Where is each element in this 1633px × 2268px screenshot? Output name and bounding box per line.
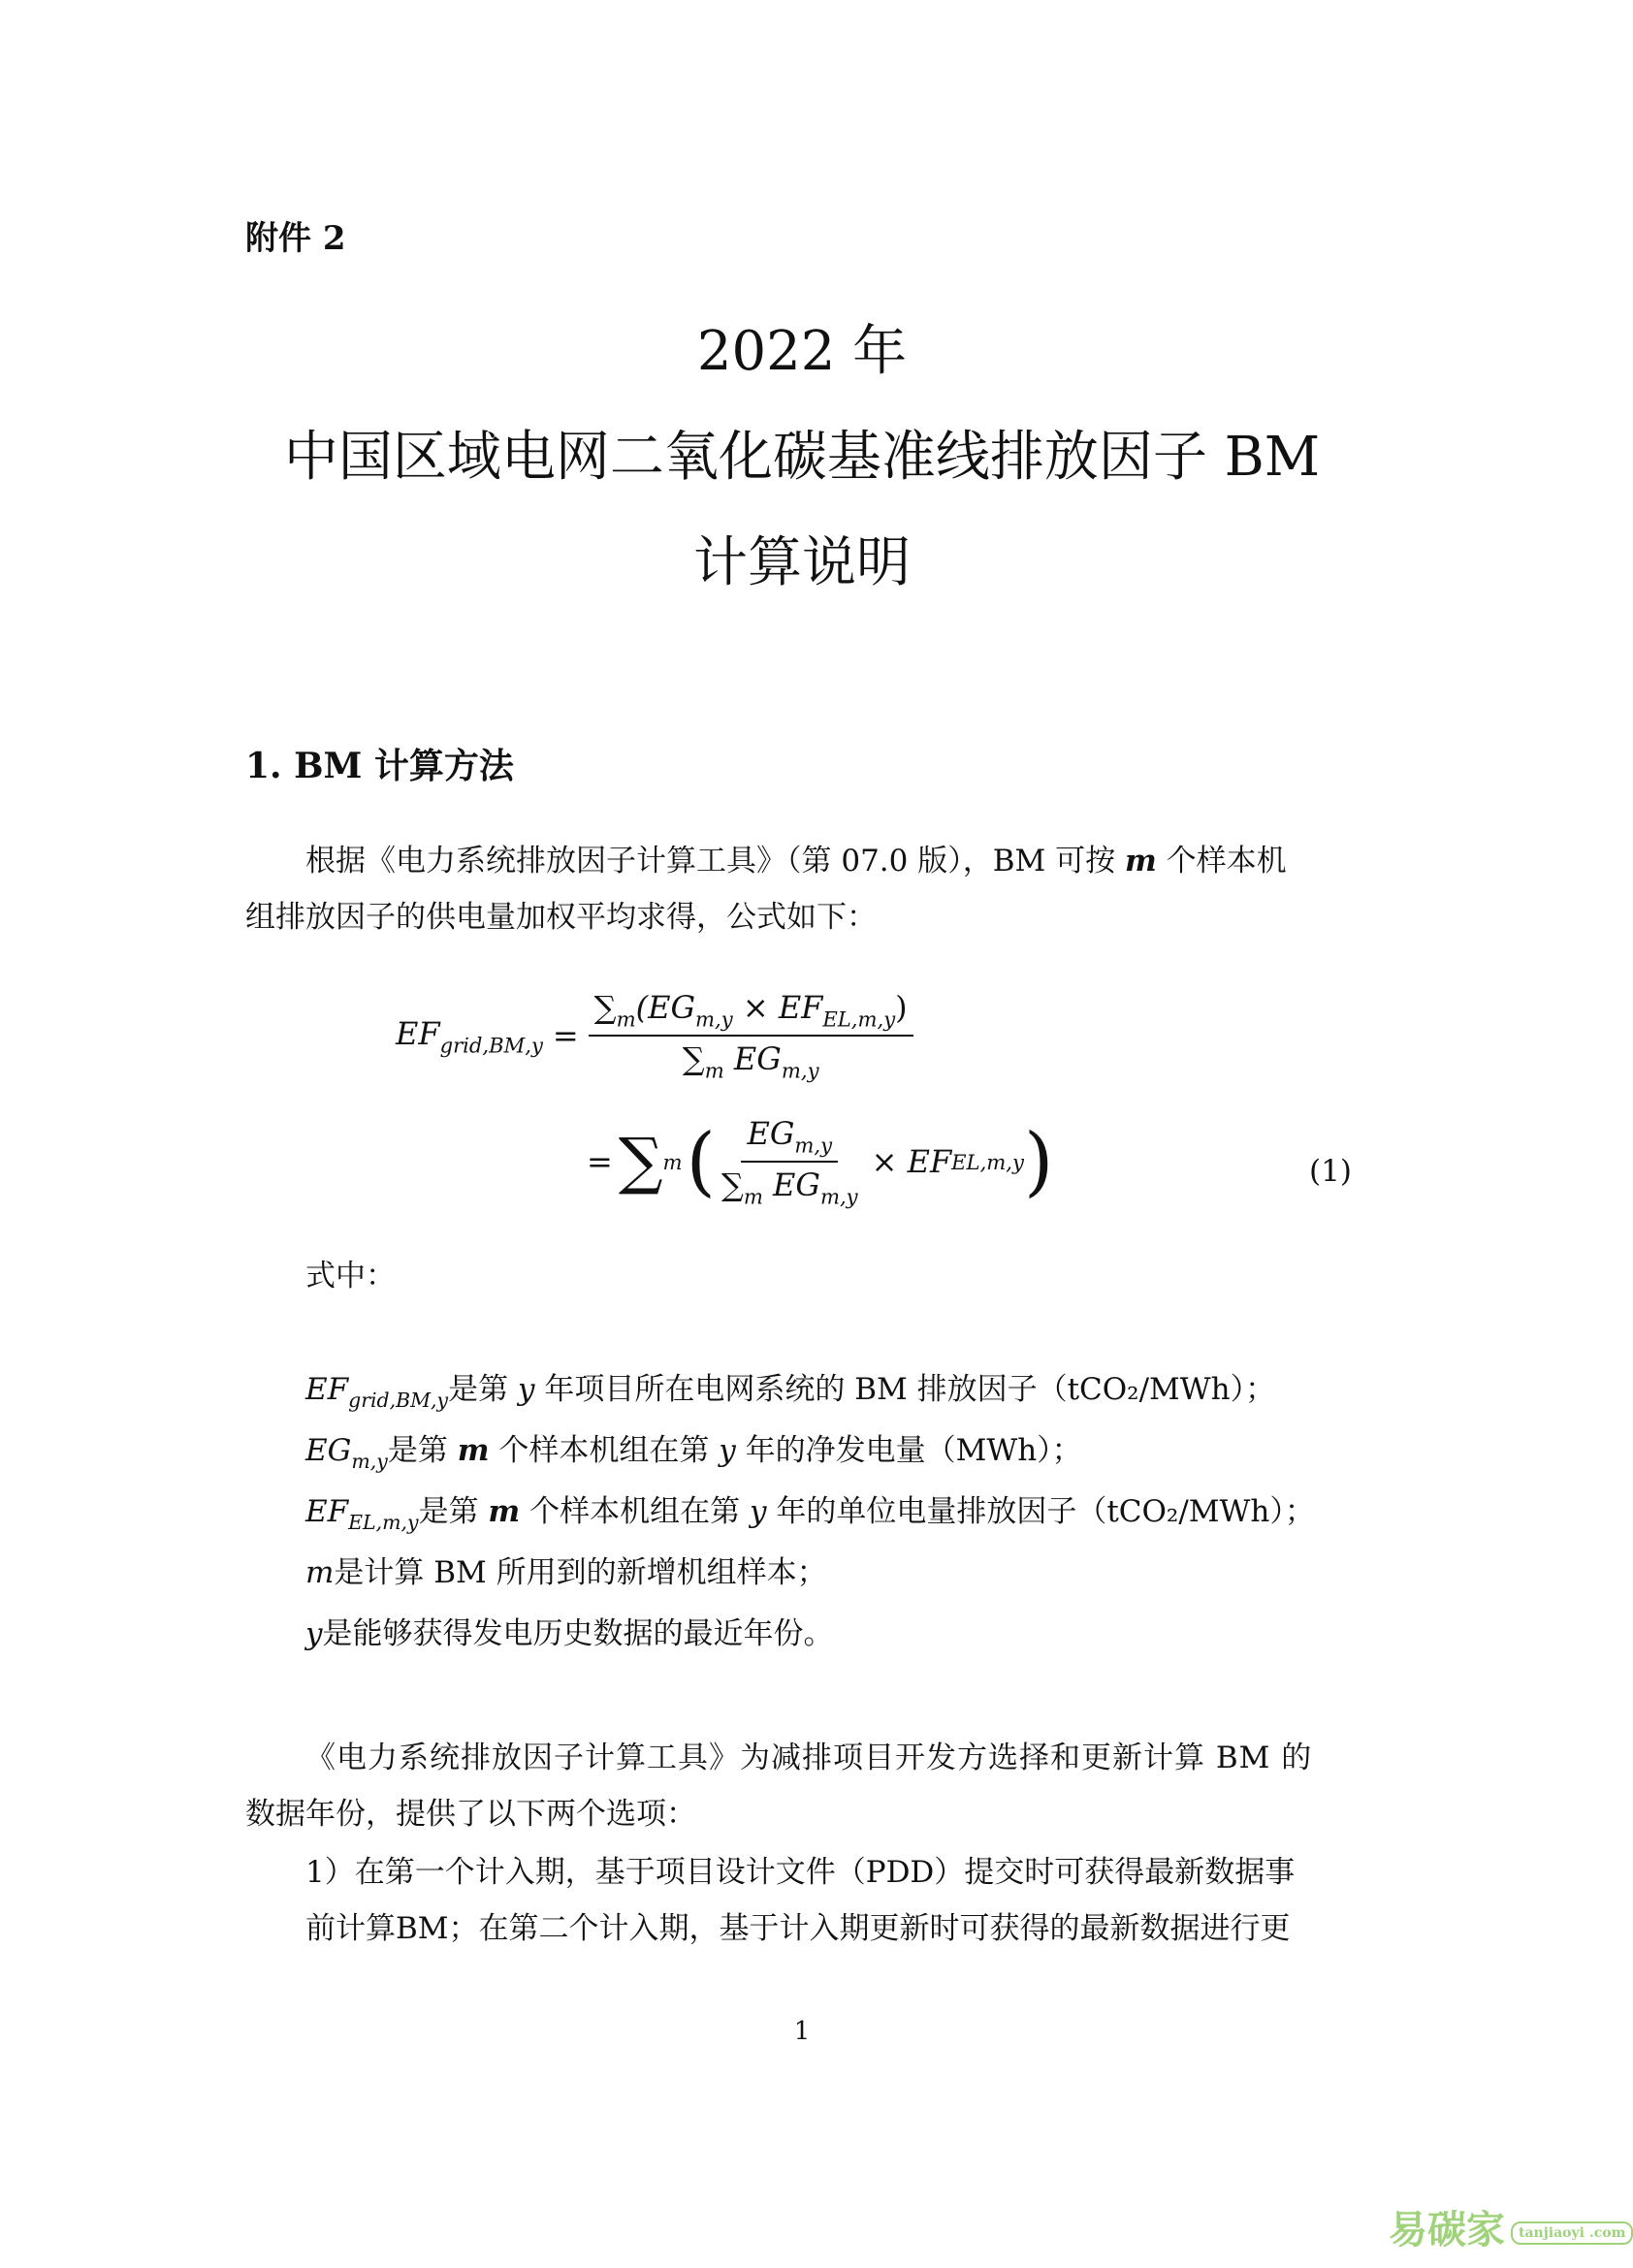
title-year: 2022 年 bbox=[696, 320, 908, 383]
title-main: 中国区域电网二氧化碳基准线排放因子 BM bbox=[283, 426, 1321, 489]
page-number: 1 bbox=[793, 2017, 811, 2046]
option-1-line-1: 1）在第一个计入期，基于项目设计文件（PDD）提交时可获得最新数据事 bbox=[305, 1855, 1296, 1890]
formula-fraction-1: $\frac{\sum_m(EG_{m,y} \times EF_{EL,m,y})}{\sum_m EG_{m,y}}$ bbox=[589, 989, 913, 1083]
formula-line-2: = ∑ m ( $\frac{EG_{m,y}}{\sum_m EG_{m,y}}$ × EF EL,m,y ) bbox=[587, 1115, 1054, 1209]
where-label: 式中： bbox=[305, 1259, 396, 1294]
section-heading: 1. BM 计算方法 bbox=[245, 746, 514, 786]
paragraph-2-line-1: 《电力系统排放因子计算工具》为减排项目开发方选择和更新计算 BM 的 bbox=[305, 1741, 1313, 1775]
definition-y: y是能够获得发电历史数据的最近年份。 bbox=[305, 1616, 834, 1651]
paragraph-2-line-2: 数据年份，提供了以下两个选项： bbox=[245, 1797, 696, 1832]
intro-line-1: 根据《电力系统排放因子计算工具》（第 07.0 版），BM 可按 m 个样本机 bbox=[305, 844, 1287, 878]
intro-line-2: 组排放因子的供电量加权平均求得，公式如下： bbox=[245, 900, 877, 935]
equation-number: (1) bbox=[1309, 1154, 1352, 1189]
formula-line-1: $EF_{grid,BM,y}$ = $\frac{\sum_m(EG_{m,y} \times EF_{EL,m,y})}{\sum_m EG_{m,y}}$ bbox=[396, 989, 913, 1083]
definition-m: m是计算 BM 所用到的新增机组样本； bbox=[305, 1555, 827, 1590]
definition-ef-el: $EF_{EL,m,y}$是第 m 个样本机组在第 y 年的单位电量排放因子（tCO₂/MWh）； bbox=[305, 1494, 1315, 1535]
formula-fraction-2: $\frac{EG_{m,y}}{\sum_m EG_{m,y}}$ bbox=[720, 1115, 858, 1209]
title-sub: 计算说明 bbox=[693, 531, 911, 594]
watermark-logo: 易碳家 tanjiaoyi .com bbox=[1389, 2199, 1633, 2254]
formula-lhs: $EF_{grid,BM,y}$ bbox=[396, 1014, 543, 1058]
definition-eg: $EG_{m,y}$是第 m 个样本机组在第 y 年的净发电量（MWh）； bbox=[305, 1433, 1082, 1474]
definition-ef-grid: $EF_{grid,BM,y}$是第 y 年项目所在电网系统的 BM 排放因子（tCO₂/MWh）； bbox=[305, 1372, 1276, 1413]
option-1-line-2: 前计算BM；在第二个计入期，基于计入期更新时可获得的最新数据进行更 bbox=[305, 1911, 1291, 1946]
annex-label: 附件 2 bbox=[245, 219, 346, 258]
